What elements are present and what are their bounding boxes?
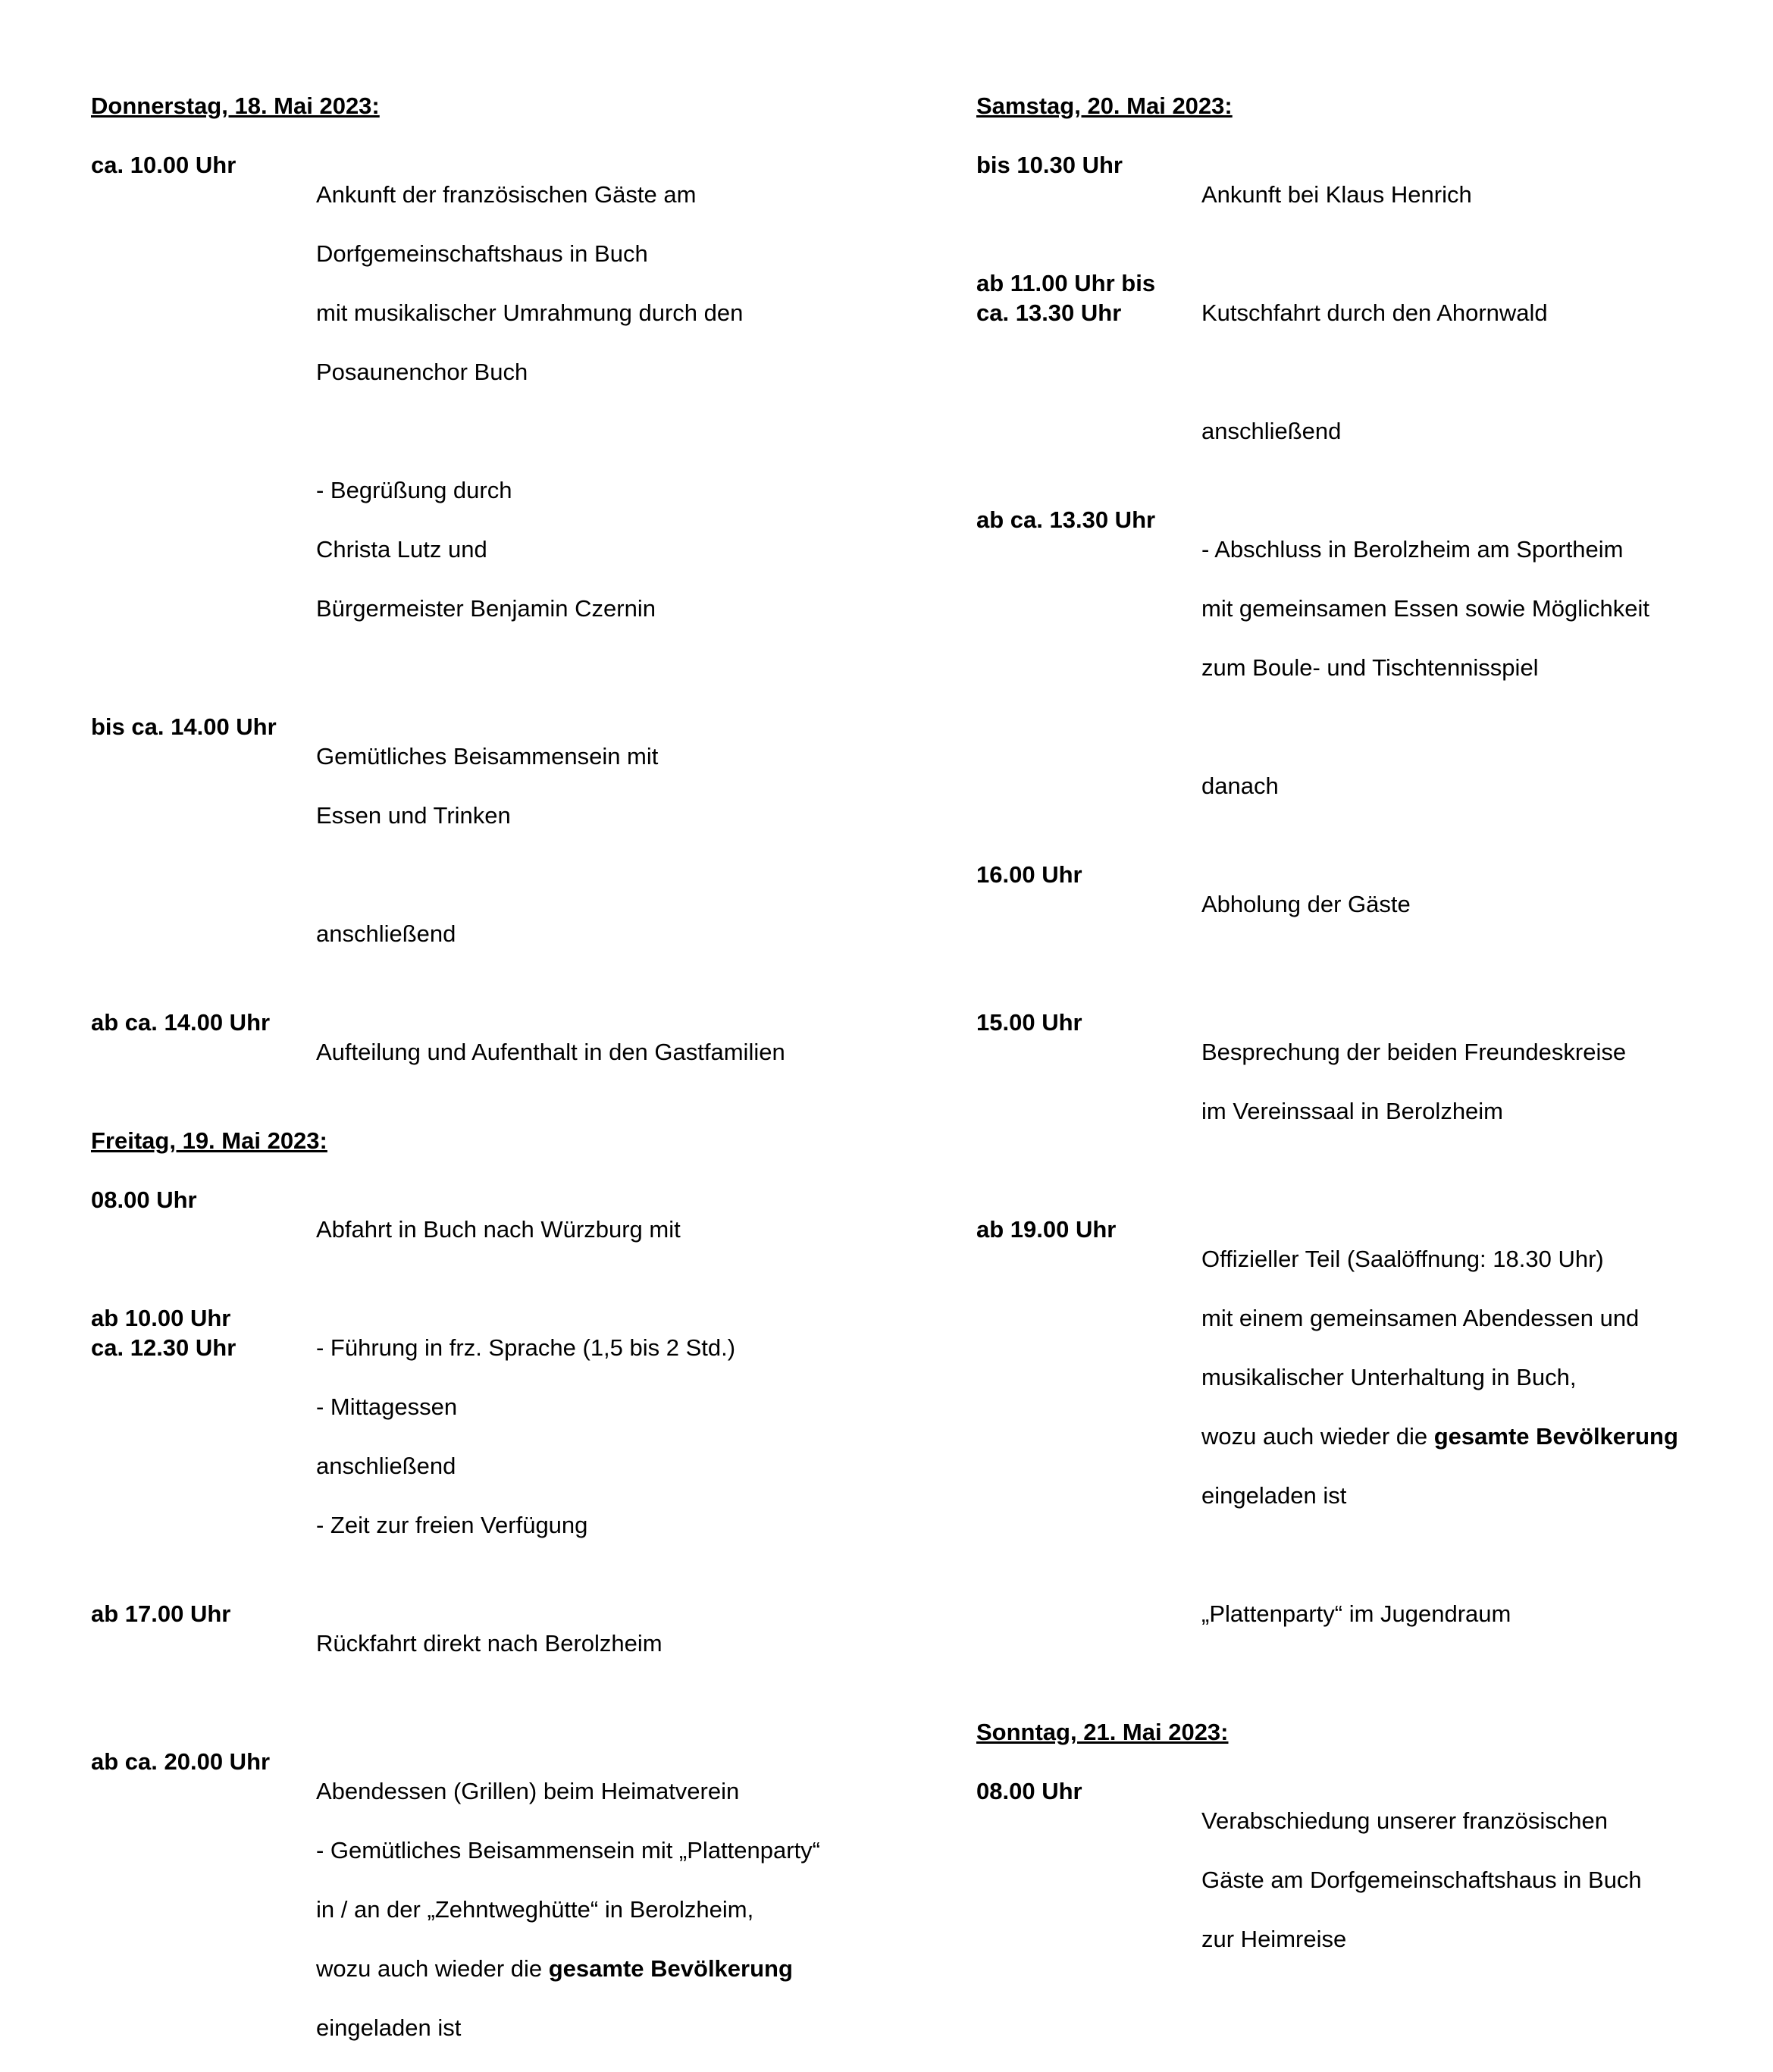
entry-time: ab ca. 14.00 Uhr bbox=[91, 1009, 271, 1036]
emphasis-text: gesamte Bevölkerung bbox=[1433, 1423, 1678, 1450]
day-heading-friday: Freitag, 19. Mai 2023: bbox=[91, 1127, 327, 1154]
entry-line: danach bbox=[1201, 773, 1279, 799]
entry-line: Aufteilung und Aufenthalt in den Gastfamilien bbox=[316, 1039, 785, 1065]
entry-line: eingeladen ist bbox=[316, 2014, 462, 2041]
entry-line-text: wozu auch wieder die bbox=[1201, 1423, 1434, 1450]
entry-description bbox=[1201, 1215, 1765, 1540]
schedule-entry bbox=[91, 1303, 940, 1569]
day-heading-sunday: Sonntag, 21. Mai 2023: bbox=[976, 1719, 1229, 1745]
emphasis-text: gesamte Bevölkerung bbox=[548, 1955, 793, 1982]
entry-description bbox=[316, 150, 940, 416]
entry-line: anschließend bbox=[316, 1453, 456, 1479]
entry-line: mit gemeinsamen Essen sowie Möglichkeit bbox=[1201, 595, 1649, 622]
schedule-entry bbox=[91, 1008, 940, 1096]
entry-time bbox=[91, 889, 316, 978]
schedule-entry bbox=[91, 1185, 940, 1274]
entry-time: bis ca. 14.00 Uhr bbox=[91, 713, 277, 740]
entry-time bbox=[91, 446, 316, 653]
entry-line: Christa Lutz und bbox=[316, 536, 487, 563]
entry-time: bis 10.30 Uhr bbox=[976, 152, 1123, 178]
schedule-entry bbox=[91, 889, 940, 978]
entry-description bbox=[1201, 1008, 1765, 1155]
entry-line: Posaunenchor Buch bbox=[316, 359, 528, 385]
schedule-entry bbox=[976, 150, 1765, 239]
schedule-entry bbox=[91, 446, 940, 653]
schedule-entry bbox=[976, 268, 1765, 357]
entry-description bbox=[316, 889, 940, 978]
schedule-entry bbox=[91, 712, 940, 860]
entry-line: Dorfgemeinschaftshaus in Buch bbox=[316, 240, 648, 267]
entry-line: Gemütliches Beisammensein mit bbox=[316, 743, 659, 770]
entry-time: 16.00 Uhr bbox=[976, 861, 1082, 888]
entry-description bbox=[316, 712, 940, 860]
entry-description bbox=[316, 1599, 940, 1688]
entry-time: ab 10.00 Uhr ca. 12.30 Uhr bbox=[91, 1305, 237, 1361]
entry-line: Offizieller Teil (Saalöffnung: 18.30 Uhr) bbox=[1201, 1246, 1604, 1272]
entry-description bbox=[1201, 268, 1765, 357]
entry-description bbox=[1201, 150, 1765, 239]
schedule-entry bbox=[91, 150, 940, 416]
entry-description bbox=[316, 1303, 940, 1569]
entry-line: Abendessen (Grillen) beim Heimatverein bbox=[316, 1778, 740, 1804]
day-heading-thursday: Donnerstag, 18. Mai 2023: bbox=[91, 92, 380, 119]
entry-line: zum Boule- und Tischtennisspiel bbox=[1201, 654, 1539, 681]
schedule-entry bbox=[91, 1599, 940, 1688]
entry-line: - Abschluss in Berolzheim am Sportheim bbox=[1201, 536, 1624, 563]
schedule-entry bbox=[976, 1776, 1765, 1983]
entry-line: - Begrüßung durch bbox=[316, 477, 512, 503]
entry-line: Gäste am Dorfgemeinschaftshaus in Buch bbox=[1201, 1867, 1642, 1893]
entry-line: Rückfahrt direkt nach Berolzheim bbox=[316, 1630, 663, 1657]
entry-line: Verabschiedung unserer französischen bbox=[1201, 1807, 1608, 1834]
entry-line: anschließend bbox=[316, 920, 456, 947]
entry-line: musikalischer Unterhaltung in Buch, bbox=[1201, 1364, 1577, 1390]
entry-description bbox=[316, 1747, 940, 2072]
entry-line bbox=[316, 1954, 940, 1983]
entry-line: Abfahrt in Buch nach Würzburg mit bbox=[316, 1216, 681, 1243]
entry-line: zur Heimreise bbox=[1201, 1926, 1347, 1952]
entry-description bbox=[316, 1008, 940, 1096]
entry-line: Essen und Trinken bbox=[316, 802, 511, 829]
entry-time bbox=[976, 1569, 1201, 1658]
entry-line: im Vereinssaal in Berolzheim bbox=[1201, 1098, 1504, 1124]
entry-description bbox=[1201, 1569, 1765, 1658]
entry-line: - Mittagessen bbox=[316, 1393, 458, 1420]
schedule-entry bbox=[976, 1569, 1765, 1658]
right-column bbox=[976, 91, 1765, 1983]
schedule-entry bbox=[976, 505, 1765, 712]
entry-time: ab ca. 13.30 Uhr bbox=[976, 506, 1156, 533]
entry-line: - Gemütliches Beisammensein mit „Plattenparty“ bbox=[316, 1837, 821, 1864]
entry-line: Abholung der Gäste bbox=[1201, 891, 1411, 917]
entry-line: in / an der „Zehntweghütte“ in Berolzheim, bbox=[316, 1896, 754, 1923]
entry-time bbox=[976, 741, 1201, 830]
entry-line: Ankunft der französischen Gäste am bbox=[316, 181, 697, 208]
entry-time: ab ca. 20.00 Uhr bbox=[91, 1748, 271, 1775]
entry-line: - Führung in frz. Sprache (1,5 bis 2 Std.) bbox=[316, 1334, 736, 1361]
entry-line: mit einem gemeinsamen Abendessen und bbox=[1201, 1305, 1640, 1331]
entry-line: „Plattenparty“ im Jugendraum bbox=[1201, 1600, 1511, 1627]
entry-description bbox=[1201, 741, 1765, 830]
schedule-entry bbox=[976, 387, 1765, 475]
entry-description bbox=[1201, 387, 1765, 475]
entry-line: anschließend bbox=[1201, 418, 1342, 444]
entry-line: Bürgermeister Benjamin Czernin bbox=[316, 595, 656, 622]
entry-line: - Zeit zur freien Verfügung bbox=[316, 1512, 588, 1538]
entry-line: Besprechung der beiden Freundeskreise bbox=[1201, 1039, 1627, 1065]
entry-line: eingeladen ist bbox=[1201, 1482, 1347, 1509]
entry-time: ab 17.00 Uhr bbox=[91, 1600, 231, 1627]
entry-time: 15.00 Uhr bbox=[976, 1009, 1082, 1036]
entry-time: ca. 10.00 Uhr bbox=[91, 152, 237, 178]
entry-time: 08.00 Uhr bbox=[91, 1186, 197, 1213]
entry-description bbox=[1201, 860, 1765, 948]
entry-description bbox=[316, 446, 940, 653]
entry-line bbox=[1201, 1422, 1765, 1451]
entry-line: mit musikalischer Umrahmung durch den bbox=[316, 299, 744, 326]
day-heading-saturday: Samstag, 20. Mai 2023: bbox=[976, 92, 1233, 119]
entry-description bbox=[316, 1185, 940, 1274]
schedule-entry bbox=[91, 1747, 940, 2072]
entry-description bbox=[1201, 505, 1765, 712]
entry-line-text: wozu auch wieder die bbox=[316, 1955, 549, 1982]
schedule-entry bbox=[976, 1215, 1765, 1540]
schedule-entry bbox=[976, 1008, 1765, 1155]
entry-line: Ankunft bei Klaus Henrich bbox=[1201, 181, 1472, 208]
entry-time: ab 19.00 Uhr bbox=[976, 1216, 1117, 1243]
left-column bbox=[91, 91, 940, 2072]
schedule-entry bbox=[976, 741, 1765, 830]
entry-time: 08.00 Uhr bbox=[976, 1778, 1082, 1804]
schedule-entry bbox=[976, 860, 1765, 948]
entry-time: ab 11.00 Uhr bis ca. 13.30 Uhr bbox=[976, 270, 1156, 326]
entry-time bbox=[976, 387, 1201, 475]
entry-line: Kutschfahrt durch den Ahornwald bbox=[1201, 299, 1548, 326]
entry-description bbox=[1201, 1776, 1765, 1983]
